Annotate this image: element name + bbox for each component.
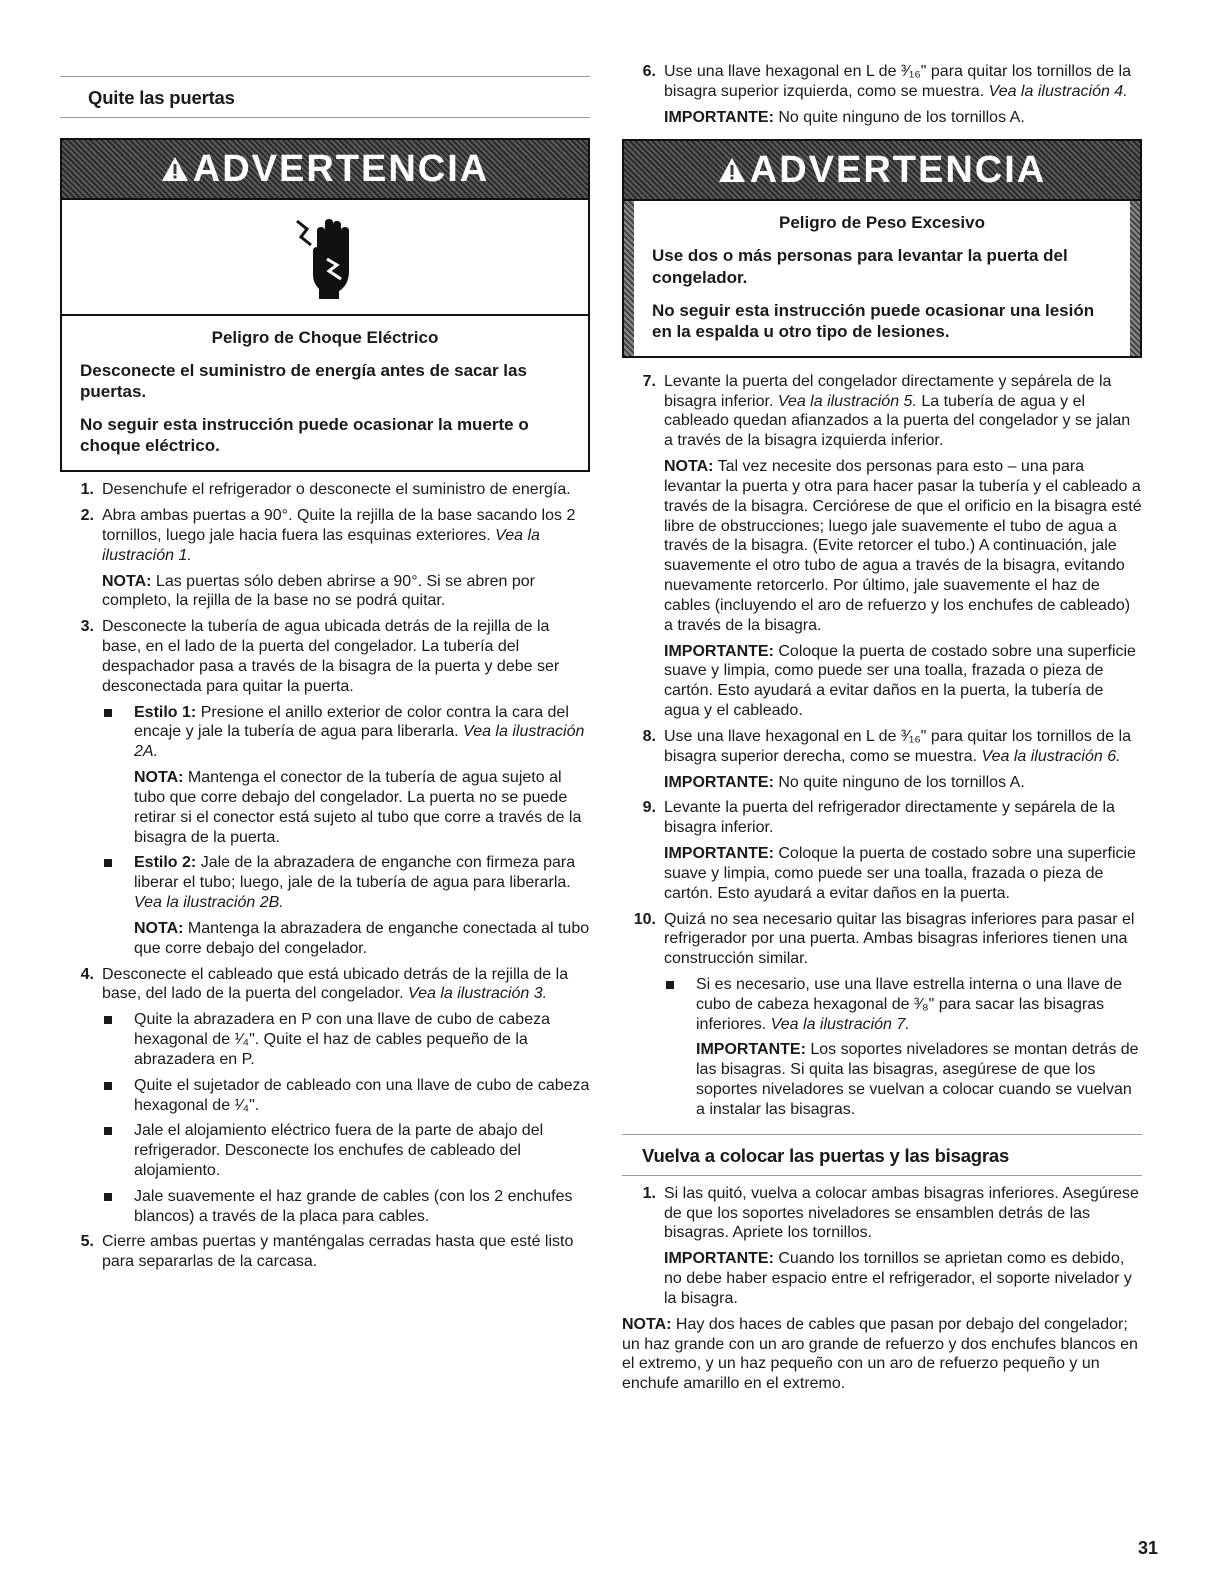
important-text: Coloque la puerta de costado sobre una superficie suave y limpia, como puede ser una toalla, frazada o pieza de cartón. Esto ayudará a evitar daños en la puerta, la tubería de agua y el cableado. xyxy=(664,642,1136,720)
important-text: Los soportes niveladores se montan detrás de las bisagras. Si quita las bisagras, asegúrese de que los soportes niveladores se vuelvan a colocar cuando se vuelvan a instalar las bisagras. xyxy=(696,1041,1139,1118)
note-label: NOTA: xyxy=(664,458,714,476)
bullet-item xyxy=(102,1121,590,1180)
important-label: IMPORTANTE: xyxy=(664,642,774,660)
bullet-style-2 xyxy=(102,853,590,958)
step-number: 5. xyxy=(80,1233,94,1251)
bullet-label: Estilo 1: xyxy=(134,703,197,721)
step-7 xyxy=(622,372,1142,721)
note-text: Mantenga la abrazadera de enganche conectada al tubo que corre debajo del congelador. xyxy=(134,919,590,957)
important-label: IMPORTANTE: xyxy=(664,773,774,791)
bullet-text: Jale suavemente el haz grande de cables (con los 2 enchufes blancos) a través de la placa para cables. xyxy=(134,1187,573,1225)
hazard-title: Peligro de Choque Eléctrico xyxy=(211,328,439,347)
replace-step-1 xyxy=(622,1184,1142,1309)
bullet-square-icon xyxy=(104,709,112,717)
step-number: 7. xyxy=(642,372,656,390)
bullet-item xyxy=(102,1010,590,1069)
step-10 xyxy=(622,910,1142,1120)
illustration-ref: Vea la ilustración 2A. xyxy=(134,723,585,761)
step-text: Abra ambas puertas a 90°. Quite la rejilla de la base sacando los 2 tornillos, luego jale hacia fuera las esquinas exteriores. xyxy=(102,507,576,544)
note-label: NOTA: xyxy=(622,1315,672,1333)
page-number: 31 xyxy=(1137,1538,1158,1558)
shock-icon-row xyxy=(62,200,588,316)
bullet-style-1 xyxy=(102,703,590,848)
step-1 xyxy=(60,480,590,500)
bullet-item xyxy=(102,1076,590,1116)
left-column xyxy=(60,0,590,1272)
note-label: NOTA: xyxy=(134,919,184,937)
step-text: Use una llave hexagonal en L de ³⁄₁₆" para quitar los tornillos de la bisagra superior izquierda, como se muestra. xyxy=(664,63,1131,100)
step-number: 1. xyxy=(642,1184,656,1202)
illustration-ref: Vea la ilustración 7. xyxy=(770,1015,910,1033)
bullet-text: Si es necesario, use una llave estrella interna o una llave de cubo de cabeza hexagonal de ³⁄₈" para sacar las bisagras inferiores. xyxy=(696,975,1123,1033)
warning-triangle-icon xyxy=(718,157,746,183)
step-text: Si las quitó, vuelva a colocar ambas bisagras inferiores. Asegúrese de que los soportes niveladores se ensamblen detrás de las bisagras. Apriete los tornillos. xyxy=(664,1184,1139,1242)
step-5 xyxy=(60,1232,590,1272)
warning-banner xyxy=(62,140,588,200)
important-text: No quite ninguno de los tornillos A. xyxy=(778,108,1025,126)
note-text: Tal vez necesite dos personas para esto – una para levantar la puerta y otra para hacer pasar la tubería y el cableado a través de la bisagra. Cerciórese de que el orificio en la bisagra esté libre de obstrucciones; luego jale suavemente el tubo de agua a través de la bisagra. (Evite retorcer el tubo.) A continuación, jale suavemente el otro tubo de agua a través de la bisagra, evitando nuevamente retorcerlo. Por último, jale suavemente el haz de cables (incluyendo el aro de refuerzo y los enchufes de cableado) a través de la bisagra. xyxy=(664,458,1142,634)
step-number: 10. xyxy=(633,910,656,928)
step-3 xyxy=(60,617,590,958)
step-number: 6. xyxy=(642,63,656,80)
step-4 xyxy=(60,965,590,1227)
step-9 xyxy=(622,798,1142,903)
illustration-ref: Vea la ilustración 1. xyxy=(102,526,540,564)
warning-side-stripe xyxy=(1130,201,1140,355)
note-label: NOTA: xyxy=(134,769,184,787)
illustration-ref: Vea la ilustración 2B. xyxy=(134,894,284,912)
bullet-text: Quite el sujetador de cableado con una llave de cubo de cabeza hexagonal de ¹⁄₄". xyxy=(134,1076,590,1114)
illustration-ref: Vea la ilustración 4. xyxy=(988,82,1128,100)
step-number: 9. xyxy=(642,799,656,817)
section-title-replace-doors: Vuelva a colocar las puertas y las bisagras xyxy=(622,1134,1142,1176)
important-label: IMPORTANTE: xyxy=(664,108,774,126)
step-text: Desconecte la tubería de agua ubicada detrás de la rejilla de la base, en el lado de la puerta del congelador. La tubería del despachador pasa a través de la bisagra de la puerta y debe ser desconectada para quitar la puerta. xyxy=(102,618,560,695)
bullet-text: Jale de la abrazadera de enganche con firmeza para liberar el tubo; luego, jale de la tubería de agua para liberarla. xyxy=(134,854,576,892)
bullet-square-icon xyxy=(104,859,112,867)
warning-side-stripe xyxy=(624,201,634,355)
warning-consequence: No seguir esta instrucción puede ocasionar una lesión en la espalda u otro tipo de lesiones. xyxy=(652,300,1095,341)
step-number: 4. xyxy=(80,965,94,983)
step-number: 8. xyxy=(642,727,656,745)
step-2 xyxy=(60,506,590,611)
electric-shock-warning xyxy=(60,138,590,472)
note-text: Hay dos haces de cables que pasan por debajo del congelador; un haz grande con un aro grande de refuerzo y dos enchufes blancos en el extremo, y un haz pequeño con un aro de refuerzo pequeño y un enchufe amarillo en el extremo. xyxy=(622,1315,1138,1393)
bullet-text: Presione el anillo exterior de color contra la cara del encaje y jale la tubería de agua para liberarla. xyxy=(134,703,569,741)
step-text: Quizá no sea necesario quitar las bisagras inferiores para pasar el refrigerador por una puerta. Ambas bisagras inferiores tienen una construcción similar. xyxy=(664,910,1135,968)
step-text: Levante la puerta del congelador directamente y sepárela de la bisagra inferior. xyxy=(664,372,1112,410)
important-text: Coloque la puerta de costado sobre una superficie suave y limpia, como puede ser una toalla, frazada o pieza de cartón. Esto ayudará a evitar daños en la puerta. xyxy=(664,845,1136,902)
step-8 xyxy=(622,727,1142,792)
illustration-ref: Vea la ilustración 5. xyxy=(777,392,917,410)
illustration-ref: Vea la ilustración 3. xyxy=(408,985,548,1003)
warning-banner-text: ADVERTENCIA xyxy=(749,148,1047,191)
warning-consequence: No seguir esta instrucción puede ocasionar la muerte o choque eléctrico. xyxy=(80,415,529,456)
hazard-title: Peligro de Peso Excesivo xyxy=(779,213,985,233)
step-text: Use una llave hexagonal en L de ³⁄₁₆" para quitar los tornillos de la bisagra superior derecha, como se muestra. xyxy=(664,727,1131,765)
bullet-item xyxy=(102,1187,590,1227)
warning-banner-text: ADVERTENCIA xyxy=(192,147,490,190)
final-note xyxy=(622,1315,1142,1394)
step-number: 3. xyxy=(80,618,94,636)
note-text: Las puertas sólo deben abrirse a 90°. Si se abren por completo, la rejilla de la base no se podrá quitar. xyxy=(102,572,535,610)
warning-triangle-icon xyxy=(161,156,189,182)
important-label: IMPORTANTE: xyxy=(696,1041,806,1059)
step-text: Desenchufe el refrigerador o desconecte el suministro de energía. xyxy=(102,481,571,499)
important-label: IMPORTANTE: xyxy=(664,1250,774,1268)
important-label: IMPORTANTE: xyxy=(664,845,774,863)
important-text: No quite ninguno de los tornillos A. xyxy=(778,773,1025,791)
warning-banner xyxy=(624,141,1140,201)
step-text: Levante la puerta del refrigerador directamente y sepárela de la bisagra inferior. xyxy=(664,799,1115,837)
step-number: 1. xyxy=(80,481,94,499)
step-text-continued: La tubería de agua y el cableado quedan afianzados a la puerta del congelador y se jalan a través de la bisagra izquierda inferior. xyxy=(664,392,1131,450)
step-6 xyxy=(622,62,1142,127)
important-text: Cuando los tornillos se aprietan como es debido, no debe haber espacio entre el refrigerador, el soporte nivelador y la bisagra. xyxy=(664,1250,1132,1307)
step-text: Cierre ambas puertas y manténgalas cerradas hasta que esté listo para separarlas de la carcasa. xyxy=(102,1233,574,1271)
bullet-square-icon xyxy=(104,1127,112,1135)
bullet-text: Jale el alojamiento eléctrico fuera de la parte de abajo del refrigerador. Desconecte los enchufes de cableado del alojamiento. xyxy=(134,1122,544,1179)
warning-instruction: Desconecte el suministro de energía antes de sacar las puertas. xyxy=(80,361,527,402)
step-text: Desconecte el cableado que está ubicado detrás de la rejilla de la base, del lado de la puerta del congelador. xyxy=(102,965,569,1003)
right-column xyxy=(622,0,1142,1394)
bullet-item xyxy=(664,975,1142,1120)
bullet-square-icon xyxy=(666,981,674,989)
electric-shock-hand-icon xyxy=(295,215,355,299)
weight-warning xyxy=(622,139,1142,357)
step-number: 2. xyxy=(80,507,94,525)
warning-instruction: Use dos o más personas para levantar la puerta del congelador. xyxy=(652,246,1068,287)
note-label: NOTA: xyxy=(102,572,152,590)
bullet-square-icon xyxy=(104,1016,112,1024)
note-text: Mantenga el conector de la tubería de agua sujeto al tubo que corre debajo del congelador. La puerta no se puede retirar si el conector está sujeto al tubo que corre a través de la bisagra de la puerta. xyxy=(134,769,582,846)
bullet-label: Estilo 2: xyxy=(134,854,197,872)
bullet-text: Quite la abrazadera en P con una llave de cubo de cabeza hexagonal de ¹⁄₄". Quite el haz de cables pequeño de la abrazadera en P. xyxy=(134,1011,550,1068)
bullet-square-icon xyxy=(104,1082,112,1090)
section-title-remove-doors: Quite las puertas xyxy=(60,76,590,118)
bullet-square-icon xyxy=(104,1193,112,1201)
illustration-ref: Vea la ilustración 6. xyxy=(981,747,1121,765)
